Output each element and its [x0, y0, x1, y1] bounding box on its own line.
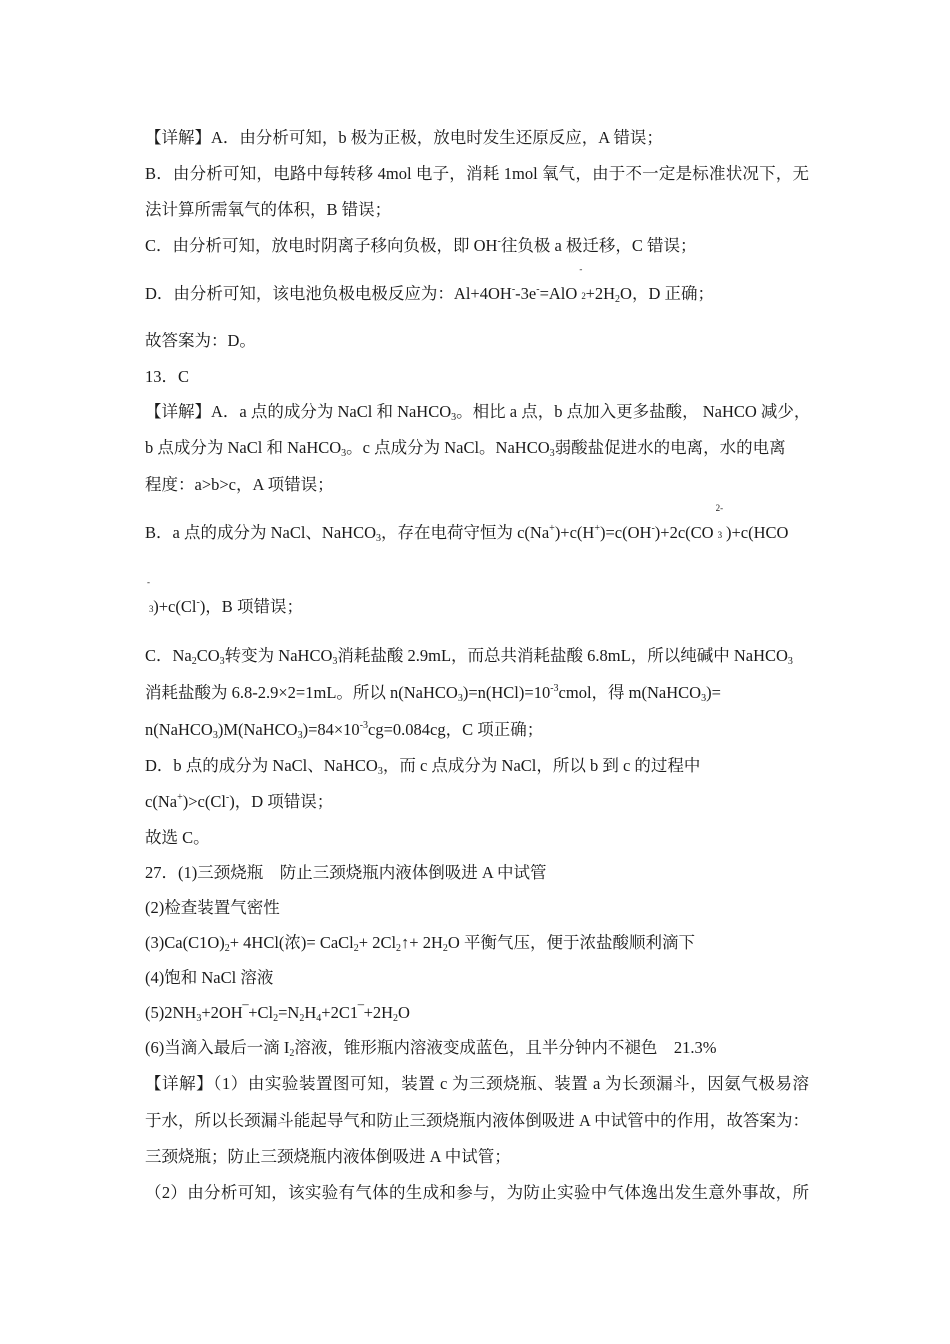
ion-charge-stack: 2- 3: [715, 503, 724, 540]
text-line: D．由分析可知，该电池负极电极反应为：Al+4OH--3e-=AlO - 2 $+2H_2O$，D 正确；: [145, 264, 715, 305]
text-line: c(Na+)>c(Cl-)，D 项错误；: [145, 792, 334, 811]
text-line: 消耗盐酸为 6.8-2.9×2=1mL。所以 $n(NaHCO_3)=n(HCl)=10^{-3}cmol$，得 m(NaHCO$_3$)=: [145, 683, 721, 704]
text-line: (2)检查装置气密性: [145, 898, 280, 917]
text-line: 【详解】A．a 点的成分为 NaCl 和 NaHCO$_3$。相比 a 点，b 点加入更多盐酸， NaHCO 减少，: [145, 402, 811, 423]
ion-charge-stack: - 2: [579, 264, 586, 301]
text-line: $n(NaHCO_3)M(NaHCO_3)=84\times 10^{-3}cg=0.084cg$，C 项正确；: [145, 720, 544, 741]
text-line: 三颈烧瓶；防止三颈烧瓶内液体倒吸进 A 中试管；: [145, 1147, 511, 1166]
text-line: （2）由分析可知，该实验有气体的生成和参与，为防止实验中气体逸出发生意外事故，所: [145, 1183, 809, 1202]
text-line: 故选 C。: [145, 828, 210, 847]
text-line: (4)饱和 NaCl 溶液: [145, 968, 274, 987]
text-line: 【详解】（1）由实验装置图可知，装置 c 为三颈烧瓶、装置 a 为长颈漏斗，因氨气极易溶: [145, 1074, 809, 1093]
text-line: D．b 点的成分为 NaCl、NaHCO$_3$，而 c 点成分为 NaCl，所以 b 到 c 的过程中: [145, 756, 701, 777]
text-line: 程度：a>b>c，A 项错误；: [145, 475, 334, 494]
text-line: B．由分析可知，电路中每转移 4mol 电子，消耗 1mol 氧气，由于不一定是标准状况下，无: [145, 164, 809, 183]
text-line: C．$Na_2CO_3$转变为 NaHCO$_3$消耗盐酸 2.9mL，而总共消耗盐酸 6.8mL，所以纯碱中 NaHCO$_3$: [145, 646, 793, 667]
text-line: 故答案为：D。: [145, 331, 256, 350]
text-line: C．由分析可知，放电时阴离子移向负极，即 OH-往负极 a 极迁移，C 错误；: [145, 236, 697, 255]
text-line: - 3 )+c(Cl-)，B 项错误；: [147, 577, 303, 616]
question-number: 13．C: [145, 367, 190, 386]
text-line: 【详解】A．由分析可知，b 极为正极，放电时发生还原反应，A 错误；: [145, 128, 663, 147]
text-line: $(3)Ca(C1O)_2+ 4HCl$(浓)= CaCl$_2$+ $2Cl_2↑+ 2H_2O$ 平衡气压，便于浓盐酸顺利滴下: [145, 933, 695, 954]
text-line: 于水，所以长颈漏斗能起导气和防止三颈烧瓶内液体倒吸进 A 中试管中的作用，故答案为：: [145, 1111, 809, 1130]
text-line: b 点成分为 NaCl 和 NaHCO$_3$。c 点成分为 NaCl。NaHCO$_3$弱酸盐促进水的电离，水的电离: [145, 438, 786, 459]
ion-charge-stack: - 3: [147, 577, 154, 614]
text-line: B．a 点的成分为 NaCl、NaHCO$_3$，存在电荷守恒为 c(Na+)+c(H+)=c(OH-)+2c(CO 2- 3 )+c(HCO: [145, 503, 789, 544]
text-line: $(5)2NH_3+2OH‾+Cl_2=N_2H_4+2C1‾+2H_2O$: [145, 1003, 410, 1024]
question-number: 27．(1)三颈烧瓶 防止三颈烧瓶内液体倒吸进 A 中试管: [145, 863, 547, 882]
text-line: 法计算所需氧气的体积，B 错误；: [145, 200, 392, 219]
text-line: (6)当滴入最后一滴 $I_2$溶液，锥形瓶内溶液变成蓝色，且半分钟内不褪色 21.3%: [145, 1038, 717, 1059]
